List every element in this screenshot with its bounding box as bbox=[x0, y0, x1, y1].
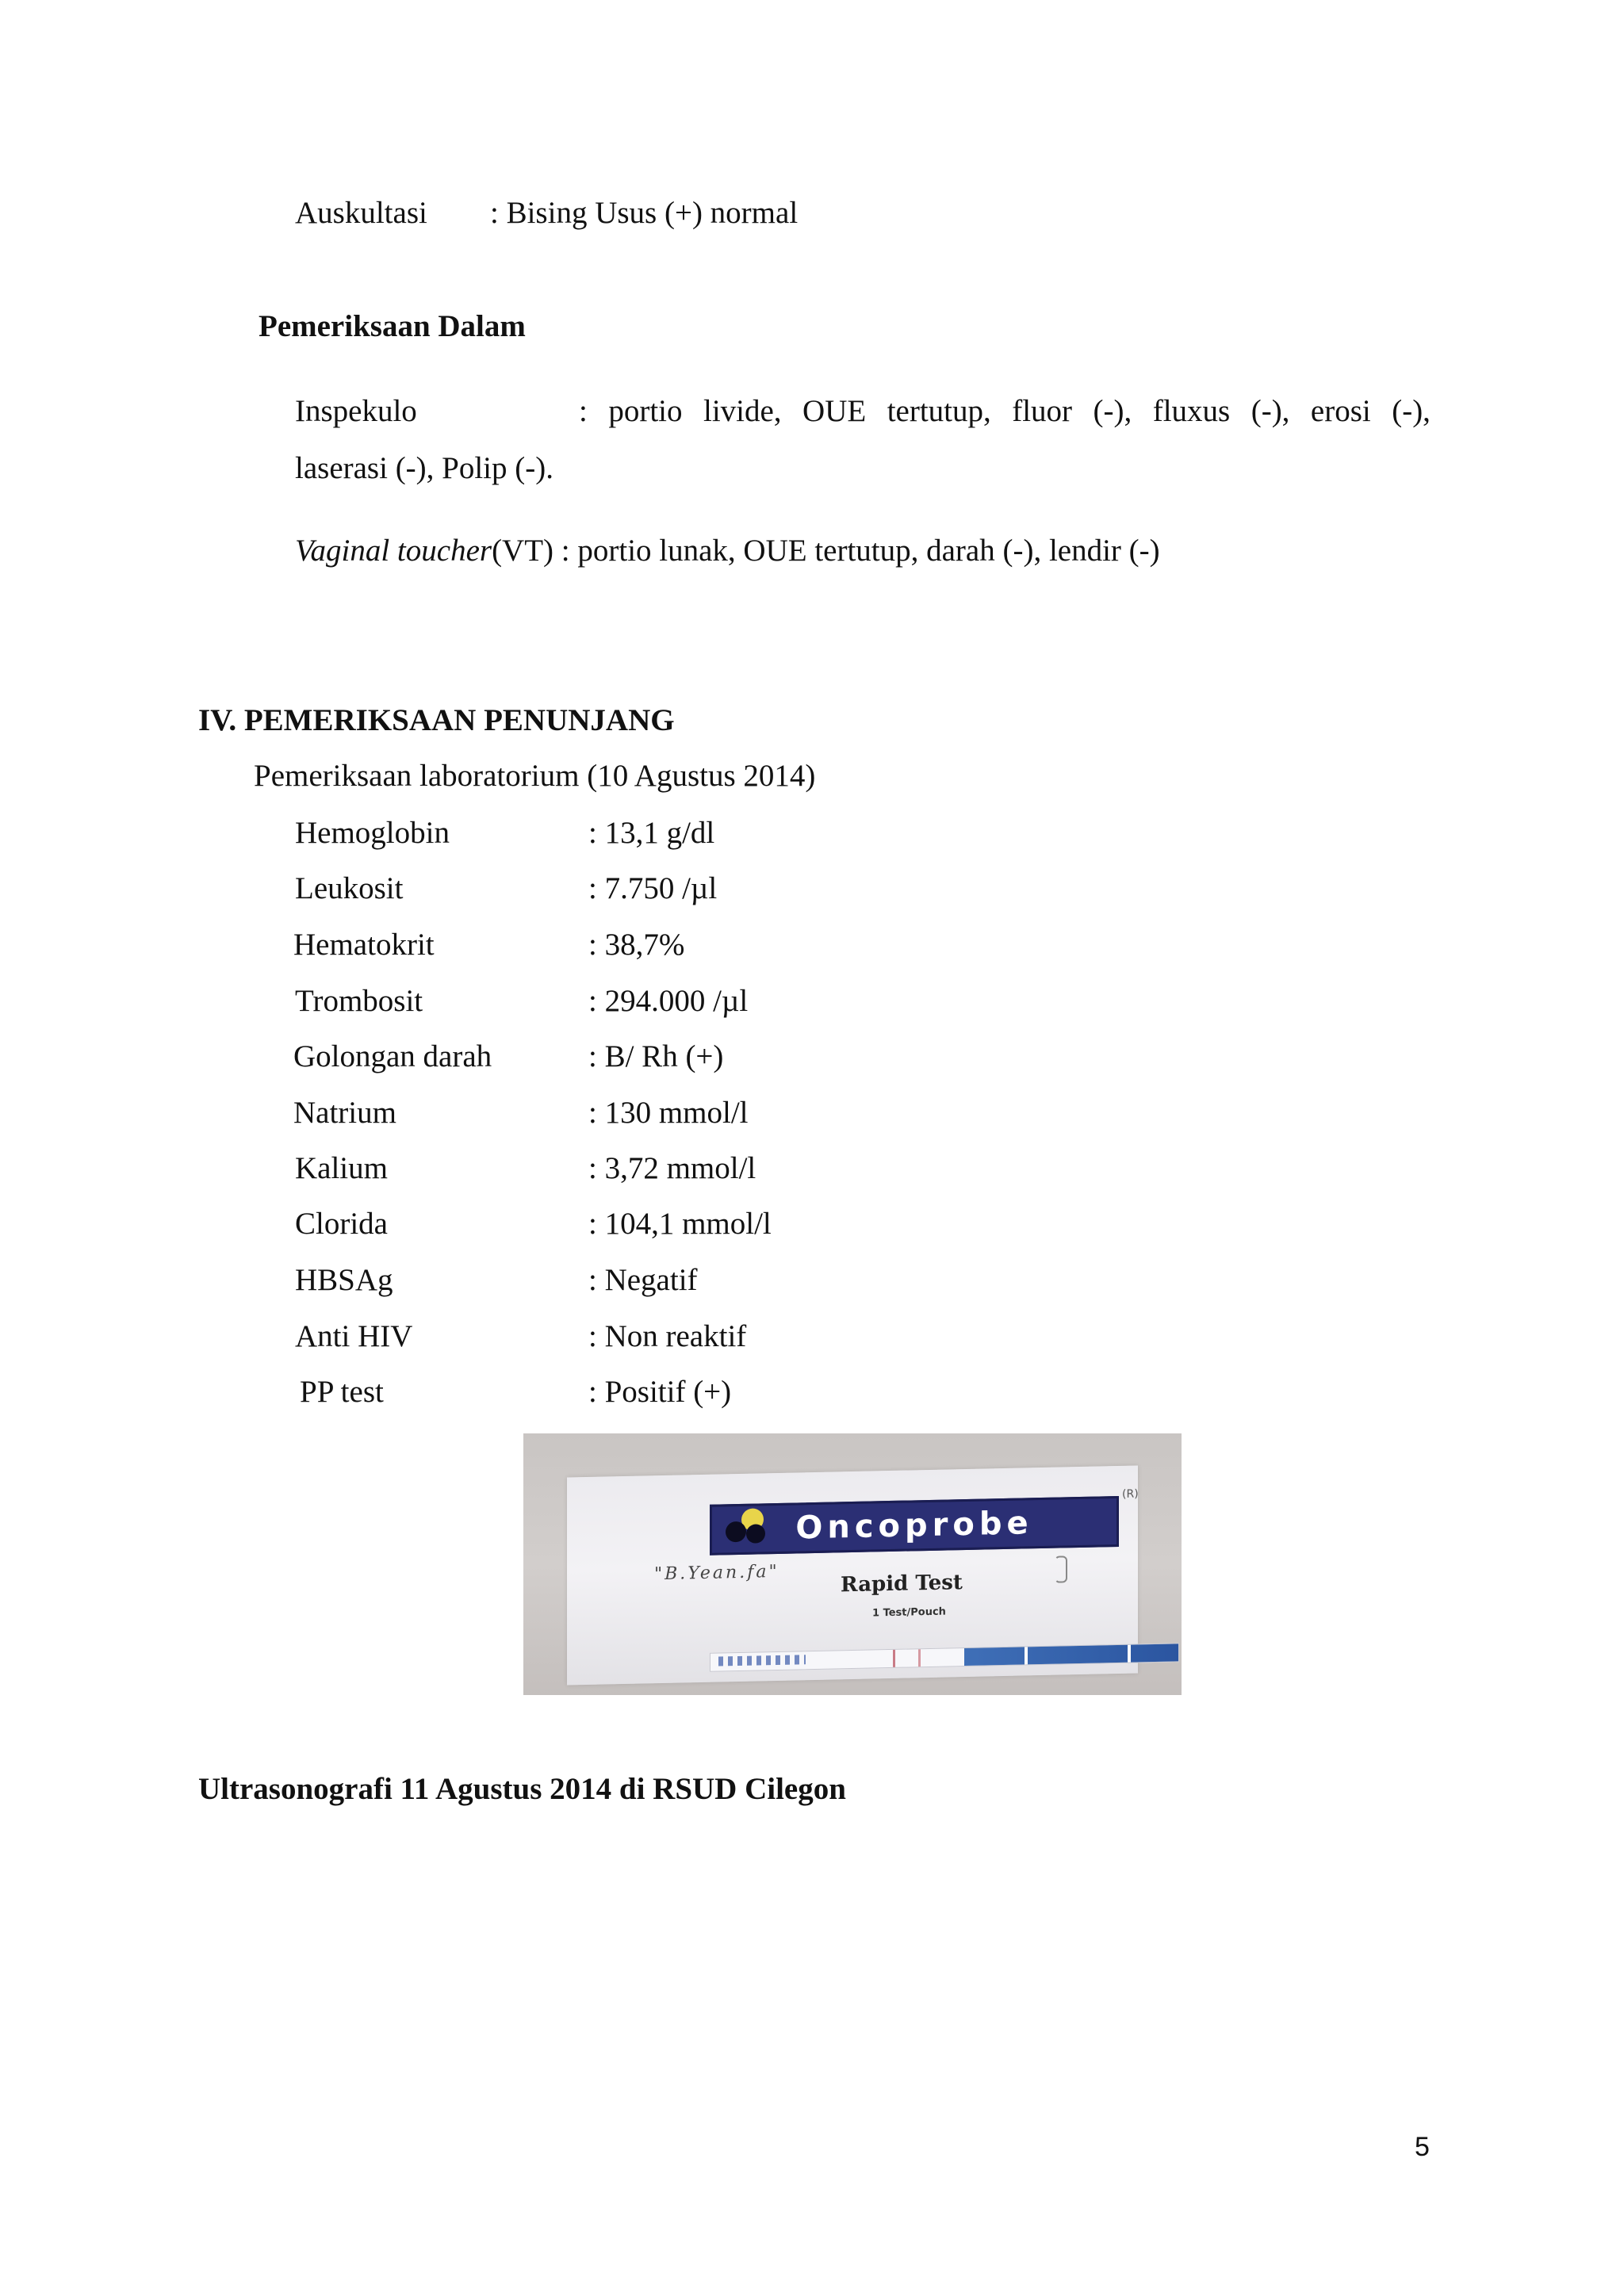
page-number: 5 bbox=[1415, 2132, 1430, 2162]
lab-label: Leukosit bbox=[295, 871, 404, 905]
inspekulo-value-line1 bbox=[579, 393, 1431, 430]
lab-label: Natrium bbox=[293, 1096, 396, 1130]
test-line bbox=[918, 1649, 921, 1667]
vaginal-toucher-value: : portio lunak, OUE tertutup, darah (-), lendir (-) bbox=[561, 534, 1160, 568]
lab-label: HBSAg bbox=[295, 1263, 393, 1297]
inspekulo-word: (-), bbox=[1093, 394, 1132, 428]
brand-name: Oncoprobe bbox=[795, 1505, 1033, 1547]
lab-value: : 294.000 /µl bbox=[588, 984, 749, 1018]
lab-label: Hemoglobin bbox=[295, 816, 450, 850]
registered-mark: (R) bbox=[1122, 1487, 1139, 1501]
lab-value: : 13,1 g/dl bbox=[588, 816, 715, 850]
vaginal-toucher-label: Vaginal toucher bbox=[295, 534, 492, 568]
pemeriksaan-dalam-heading: Pemeriksaan Dalam bbox=[259, 309, 526, 343]
logo-dots-icon bbox=[726, 1508, 768, 1545]
rapid-test-photo bbox=[523, 1433, 1182, 1695]
lab-value: : 130 mmol/l bbox=[588, 1096, 749, 1130]
handwritten-note: "B.Yean.fa" bbox=[654, 1561, 779, 1585]
inspekulo-value-line2: laserasi (-), Polip (-). bbox=[295, 451, 553, 485]
oncoprobe-logo bbox=[710, 1496, 1119, 1556]
test-strip bbox=[710, 1643, 1179, 1671]
inspekulo-word: (-), bbox=[1251, 394, 1290, 428]
auskultasi-label: Auskultasi bbox=[295, 196, 427, 230]
lab-value: : Negatif bbox=[588, 1263, 698, 1297]
control-line bbox=[893, 1650, 895, 1667]
lab-value: : 7.750 /µl bbox=[588, 871, 718, 905]
strip-arrows bbox=[718, 1655, 806, 1666]
test-pouch bbox=[567, 1465, 1138, 1685]
inspekulo-word: erosi bbox=[1310, 394, 1371, 428]
lab-value: : 38,7% bbox=[588, 928, 685, 962]
lab-subheading: Pemeriksaan laboratorium (10 Agustus 2014) bbox=[254, 759, 816, 793]
inspekulo-word: tertutup, bbox=[887, 394, 991, 428]
lab-label: Hematokrit bbox=[293, 928, 435, 962]
lab-label: Golongan darah bbox=[293, 1039, 492, 1073]
lab-value: : Positif (+) bbox=[588, 1375, 732, 1409]
usg-heading: Ultrasonografi 11 Agustus 2014 di RSUD Cilegon bbox=[198, 1772, 846, 1806]
penunjang-heading: IV. PEMERIKSAAN PENUNJANG bbox=[198, 703, 675, 737]
auskultasi-value: : Bising Usus (+) normal bbox=[490, 196, 799, 230]
lab-label: Trombosit bbox=[295, 984, 423, 1018]
lab-label: Clorida bbox=[295, 1207, 388, 1241]
lab-value: : B/ Rh (+) bbox=[588, 1039, 724, 1073]
lab-label: PP test bbox=[300, 1375, 384, 1409]
inspekulo-label: Inspekulo bbox=[295, 394, 417, 428]
inspekulo-word: portio bbox=[608, 394, 683, 428]
lab-label: Kalium bbox=[295, 1151, 388, 1185]
per-pouch-label: 1 Test/Pouch bbox=[872, 1605, 946, 1620]
lab-value: : 104,1 mmol/l bbox=[588, 1207, 772, 1241]
inspekulo-word: livide, bbox=[703, 394, 782, 428]
strip-handle bbox=[964, 1644, 1178, 1666]
inspekulo-word: (-), bbox=[1392, 394, 1431, 428]
vaginal-toucher-abbrev: (VT) bbox=[492, 534, 554, 568]
inspekulo-word: OUE bbox=[802, 394, 867, 428]
lab-label: Anti HIV bbox=[295, 1319, 413, 1353]
hook-mark bbox=[1055, 1556, 1067, 1582]
rapid-test-title: Rapid Test bbox=[841, 1571, 963, 1598]
inspekulo-word: fluxus bbox=[1152, 394, 1231, 428]
inspekulo-word: fluor bbox=[1012, 394, 1073, 428]
inspekulo-word: : bbox=[579, 394, 588, 428]
lab-value: : 3,72 mmol/l bbox=[588, 1151, 756, 1185]
lab-value: : Non reaktif bbox=[588, 1319, 747, 1353]
vaginal-toucher-row bbox=[295, 533, 1160, 570]
